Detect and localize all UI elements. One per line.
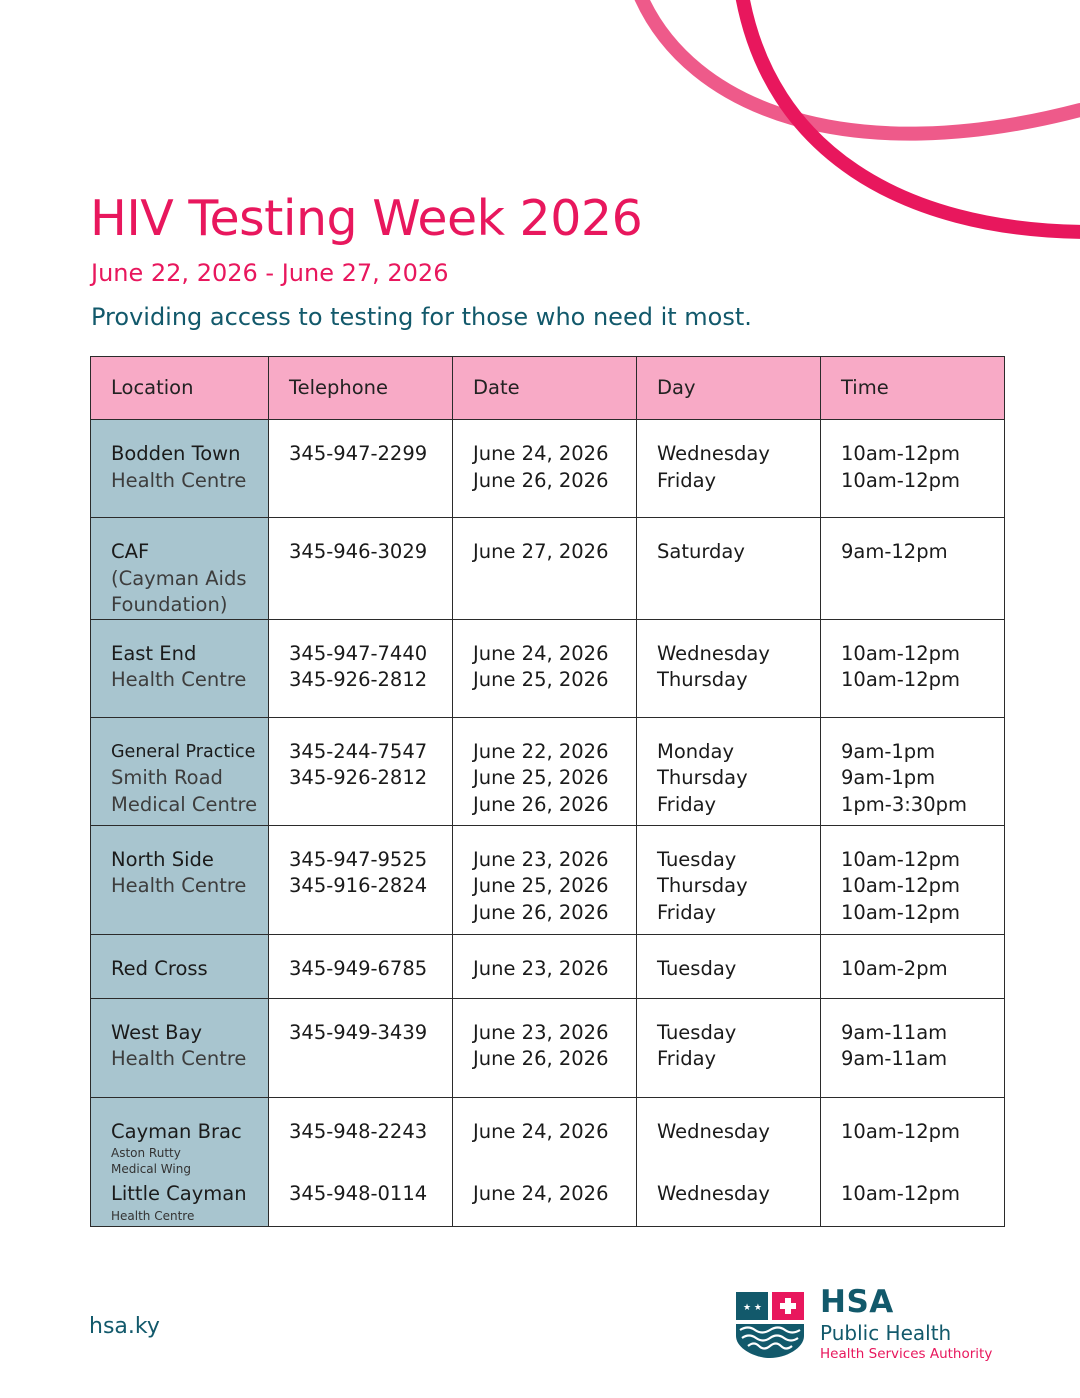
telephone-value[interactable]: 345-948-0114 <box>289 1182 428 1205</box>
location-cell <box>91 717 269 825</box>
telephone-cell <box>269 518 453 620</box>
time-value: 10am-12pm <box>841 442 960 465</box>
day-value: Friday <box>657 468 717 492</box>
date-value: June 24, 2026 <box>473 442 609 465</box>
day-cell <box>637 717 821 825</box>
telephone-cell <box>269 717 453 825</box>
telephone-value[interactable]: 345-949-6785 <box>289 956 428 980</box>
website-link[interactable]: hsa.ky <box>89 1314 160 1339</box>
location-text: (Cayman Aids <box>111 566 247 590</box>
time-cell <box>821 518 1005 620</box>
location-text: Health Centre <box>111 668 247 691</box>
date-cell <box>453 1097 637 1226</box>
table-row <box>91 825 1005 934</box>
time-value: 10am-12pm <box>841 847 960 871</box>
date-cell <box>453 518 637 620</box>
date-value: June 24, 2026 <box>473 1182 609 1205</box>
day-value: Tuesday <box>657 847 737 871</box>
day-value: Thursday <box>657 668 748 691</box>
date-cell <box>453 825 637 934</box>
column-header-location: Location <box>91 357 269 420</box>
location-text: CAF <box>111 540 150 563</box>
location-text: Health Centre <box>111 1047 247 1070</box>
date-cell <box>453 717 637 825</box>
time-cell <box>821 420 1005 518</box>
location-text: Health Centre <box>111 468 247 492</box>
time-value: 9am-11am <box>841 1047 948 1070</box>
hsa-logo <box>736 1284 1016 1362</box>
location-text: Medical Wing <box>111 1162 191 1176</box>
date-value: June 24, 2026 <box>473 1119 609 1143</box>
date-value: June 27, 2026 <box>473 540 609 563</box>
telephone-cell <box>269 619 453 717</box>
table-row <box>91 619 1005 717</box>
day-value: Thursday <box>657 874 748 897</box>
time-cell <box>821 1097 1005 1226</box>
time-value: 9am-1pm <box>841 766 936 789</box>
telephone-cell <box>269 934 453 998</box>
date-cell <box>453 934 637 998</box>
column-header-telephone: Telephone <box>269 357 453 420</box>
table-header-row <box>91 357 1005 420</box>
day-value: Thursday <box>657 766 748 789</box>
day-cell <box>637 420 821 518</box>
date-value: June 23, 2026 <box>473 847 609 871</box>
location-text: Cayman Brac <box>111 1119 242 1143</box>
telephone-cell <box>269 420 453 518</box>
location-text: Red Cross <box>111 956 208 980</box>
telephone-value[interactable]: 345-916-2824 <box>289 874 428 897</box>
telephone-value[interactable]: 345-949-3439 <box>289 1020 428 1044</box>
telephone-cell <box>269 825 453 934</box>
time-value: 1pm-3:30pm <box>841 792 967 816</box>
date-value <box>473 1145 636 1181</box>
date-cell <box>453 998 637 1097</box>
time-value: 10am-12pm <box>841 468 960 492</box>
date-value: June 26, 2026 <box>473 792 609 816</box>
tagline: Providing access to testing for those who need it most. <box>91 303 752 331</box>
day-cell <box>637 934 821 998</box>
day-value: Wednesday <box>657 1119 770 1143</box>
table-body <box>91 420 1005 1227</box>
day-cell <box>637 1097 821 1226</box>
date-value: June 25, 2026 <box>473 874 609 897</box>
date-value: June 25, 2026 <box>473 668 609 691</box>
date-cell <box>453 420 637 518</box>
date-value: June 22, 2026 <box>473 739 609 763</box>
location-text: Foundation) <box>111 593 228 616</box>
date-value: June 23, 2026 <box>473 956 609 980</box>
day-value: Friday <box>657 900 717 924</box>
column-header-time: Time <box>821 357 1005 420</box>
logo-abbreviation: HSA <box>820 1284 894 1320</box>
logo-public-health: Public Health <box>820 1321 952 1345</box>
location-cell <box>91 934 269 998</box>
day-value <box>657 1145 820 1181</box>
date-value: June 26, 2026 <box>473 468 609 492</box>
date-value: June 24, 2026 <box>473 641 609 665</box>
time-value: 10am-2pm <box>841 956 948 980</box>
page-title: HIV Testing Week 2026 <box>90 190 643 247</box>
location-text: Smith Road <box>111 766 223 789</box>
location-cell <box>91 998 269 1097</box>
date-value: June 23, 2026 <box>473 1020 609 1044</box>
table-row <box>91 998 1005 1097</box>
column-header-date: Date <box>453 357 637 420</box>
day-cell <box>637 518 821 620</box>
day-value: Tuesday <box>657 1020 737 1044</box>
svg-text:★ ★: ★ ★ <box>743 1303 762 1313</box>
telephone-value[interactable]: 345-946-3029 <box>289 540 428 563</box>
day-value: Tuesday <box>657 956 737 980</box>
time-value: 9am-12pm <box>841 540 948 563</box>
location-text: Bodden Town <box>111 442 241 465</box>
event-date-range: June 22, 2026 - June 27, 2026 <box>91 259 449 287</box>
telephone-value[interactable]: 345-947-2299 <box>289 442 428 465</box>
telephone-value[interactable]: 345-948-2243 <box>289 1119 428 1143</box>
location-text: Health Centre <box>111 874 247 897</box>
table-row <box>91 717 1005 825</box>
day-value: Wednesday <box>657 641 770 665</box>
location-text: Aston Rutty <box>111 1146 181 1160</box>
location-cell <box>91 518 269 620</box>
telephone-value[interactable]: 345-947-9525 <box>289 847 428 871</box>
time-value: 9am-11am <box>841 1020 948 1044</box>
telephone-cell <box>269 998 453 1097</box>
time-value: 10am-12pm <box>841 641 960 665</box>
time-value: 10am-12pm <box>841 874 960 897</box>
day-value: Friday <box>657 792 717 816</box>
logo-full-name: Health Services Authority <box>820 1346 993 1362</box>
time-value: 10am-12pm <box>841 900 960 924</box>
time-value <box>841 1145 1004 1181</box>
location-text: West Bay <box>111 1020 203 1044</box>
location-text: Health Centre <box>111 1208 195 1223</box>
time-value: 10am-12pm <box>841 1182 960 1205</box>
column-header-day: Day <box>637 357 821 420</box>
day-cell <box>637 825 821 934</box>
telephone-value[interactable]: 345-244-7547 <box>289 739 428 763</box>
time-cell <box>821 619 1005 717</box>
time-cell <box>821 717 1005 825</box>
day-value: Wednesday <box>657 442 770 465</box>
time-cell <box>821 825 1005 934</box>
day-cell <box>637 619 821 717</box>
location-text: Little Cayman <box>111 1182 247 1205</box>
location-cell <box>91 420 269 518</box>
hsa-shield-icon <box>736 1290 806 1360</box>
location-cell <box>91 1097 269 1226</box>
date-value: June 25, 2026 <box>473 766 609 789</box>
telephone-value[interactable]: 345-947-7440 <box>289 641 428 665</box>
time-value: 9am-1pm <box>841 739 936 763</box>
table-row <box>91 934 1005 998</box>
telephone-cell <box>269 1097 453 1226</box>
telephone-value[interactable]: 345-926-2812 <box>289 668 428 691</box>
table-row <box>91 518 1005 620</box>
telephone-value[interactable]: 345-926-2812 <box>289 766 428 789</box>
time-value: 10am-12pm <box>841 668 960 691</box>
location-text: Medical Centre <box>111 792 258 816</box>
location-text: General Practice <box>111 741 256 762</box>
day-value: Monday <box>657 739 734 763</box>
location-cell <box>91 619 269 717</box>
table-row <box>91 1097 1005 1226</box>
day-value: Saturday <box>657 540 745 563</box>
date-cell <box>453 619 637 717</box>
telephone-value[interactable] <box>289 1145 452 1181</box>
location-cell <box>91 825 269 934</box>
location-text: North Side <box>111 847 214 871</box>
date-value: June 26, 2026 <box>473 900 609 924</box>
day-value: Wednesday <box>657 1182 770 1205</box>
day-cell <box>637 998 821 1097</box>
location-text: East End <box>111 641 197 665</box>
day-value: Friday <box>657 1047 717 1070</box>
table-row <box>91 420 1005 518</box>
time-value: 10am-12pm <box>841 1119 960 1143</box>
date-value: June 26, 2026 <box>473 1047 609 1070</box>
time-cell <box>821 998 1005 1097</box>
testing-schedule-table <box>90 356 1005 1227</box>
time-cell <box>821 934 1005 998</box>
